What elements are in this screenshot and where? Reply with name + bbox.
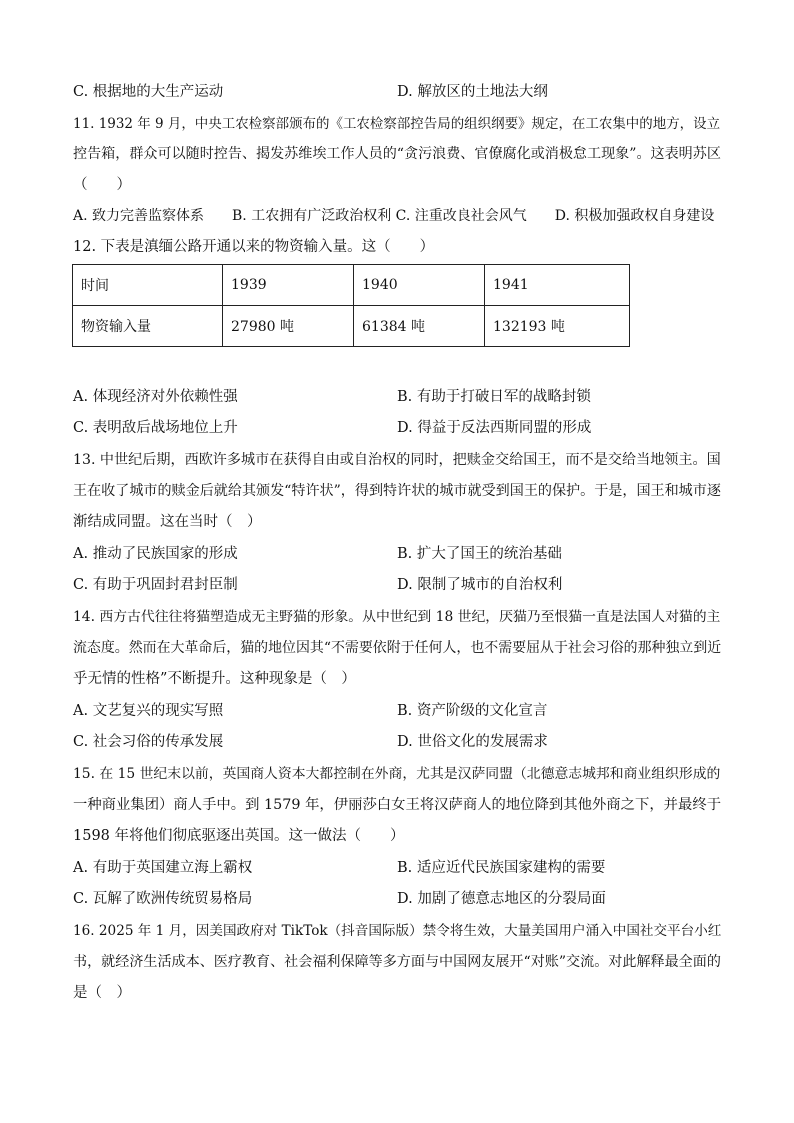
table-cell: 1941 [485, 265, 630, 306]
table-cell: 132193 吨 [485, 306, 630, 347]
q11-options: A. 致力完善监察体系 B. 工农拥有广泛政治权利 C. 注重改良社会风气 D. 积极加强政权自身建设 [73, 208, 715, 224]
q11-stem-line1: 11. 1932 年 9 月，中央工农检察部颁布的《工农检察部控告局的组织纲要》规定，在工农集中的地方，设立 [73, 116, 721, 132]
q10-option-c: C. 根据地的大生产运动 [73, 84, 224, 100]
q16-stem-line1: 16. 2025 年 1 月，因美国政府对 TikTok（抖音国际版）禁令将生效，大量美国用户涌入中国社交平台小红 [73, 923, 722, 939]
q12-option-d: D. 得益于反法西斯同盟的形成 [397, 420, 592, 436]
q15-stem-line3: 1598 年将他们彻底驱逐出英国。这一做法（ ） [73, 828, 405, 844]
q13-stem-line1: 13. 中世纪后期，西欧许多城市在获得自由或自治权的同时，把赎金交给国王，而不是交给当地领主。国 [73, 452, 721, 468]
q13-option-a: A. 推动了民族国家的形成 [73, 546, 238, 562]
q11-stem-line2: 控告箱，群众可以随时控告、揭发苏维埃工作人员的“贪污浪费、官僚腐化或消极怠工现象”。这表明苏区 [73, 146, 721, 162]
table-row [73, 265, 630, 306]
q14-option-a: A. 文艺复兴的现实写照 [73, 703, 224, 719]
q11-stem-line3: （ ） [73, 177, 131, 193]
q14-option-c: C. 社会习俗的传承发展 [73, 734, 224, 750]
q13-option-c: C. 有助于巩固封君封臣制 [73, 577, 238, 593]
q14-stem-line2: 流态度。然而在大革命后，猫的地位因其“不需要依附于任何人，也不需要屈从于社会习俗的那种独立到近 [73, 640, 722, 656]
q13-stem-line3: 渐结成同盟。这在当时（ ） [73, 514, 262, 530]
table-cell: 1939 [223, 265, 354, 306]
q15-option-a: A. 有助于英国建立海上霸权 [73, 860, 253, 876]
table-cell: 物资输入量 [73, 306, 223, 347]
q14-option-b: B. 资产阶级的文化宣言 [397, 703, 548, 719]
q15-stem-line2: 一种商业集团）商人手中。到 1579 年，伊丽莎白女王将汉萨商人的地位降到其他外商之下，并最终于 [73, 797, 722, 813]
q12-stem: 12. 下表是滇缅公路开通以来的物资输入量。这（ ） [73, 239, 435, 255]
q10-option-d: D. 解放区的土地法大纲 [397, 84, 548, 100]
q13-option-d: D. 限制了城市的自治权利 [397, 577, 563, 593]
q12-option-c: C. 表明敌后战场地位上升 [73, 420, 238, 436]
table-cell: 时间 [73, 265, 223, 306]
q12-option-b: B. 有助于打破日军的战略封锁 [397, 389, 591, 405]
table-cell: 1940 [354, 265, 485, 306]
q15-option-b: B. 适应近代民族国家建构的需要 [397, 860, 606, 876]
q14-stem-line1: 14. 西方古代往往将猫塑造成无主野猫的形象。从中世纪到 18 世纪，厌猫乃至恨猫一直是法国人对猫的主 [73, 609, 721, 625]
q14-option-d: D. 世俗文化的发展需求 [397, 734, 548, 750]
q13-option-b: B. 扩大了国王的统治基础 [397, 546, 562, 562]
q15-option-d: D. 加剧了德意志地区的分裂局面 [397, 891, 606, 907]
q12-data-table [72, 264, 630, 347]
q16-stem-line3: 是（ ） [73, 985, 131, 1001]
q16-stem-line2: 书，就经济生活成本、医疗教育、社会福利保障等多方面与中国网友展开“对账”交流。对此解释最全面的 [73, 954, 721, 970]
table-cell: 27980 吨 [223, 306, 354, 347]
q13-stem-line2: 王在收了城市的赎金后就给其颁发“特许状”，得到特许状的城市就受到国王的保护。于是，国王和城市逐 [73, 483, 721, 499]
q14-stem-line3: 乎无情的性格”不断提升。这种现象是（ ） [73, 671, 356, 687]
table-cell: 61384 吨 [354, 306, 485, 347]
q12-option-a: A. 体现经济对外依赖性强 [73, 389, 238, 405]
table-row [73, 306, 630, 347]
q15-stem-line1: 15. 在 15 世纪末以前，英国商人资本大都控制在外商，尤其是汉萨同盟（北德意志城邦和商业组织形成的 [73, 766, 721, 782]
q15-option-c: C. 瓦解了欧洲传统贸易格局 [73, 891, 253, 907]
